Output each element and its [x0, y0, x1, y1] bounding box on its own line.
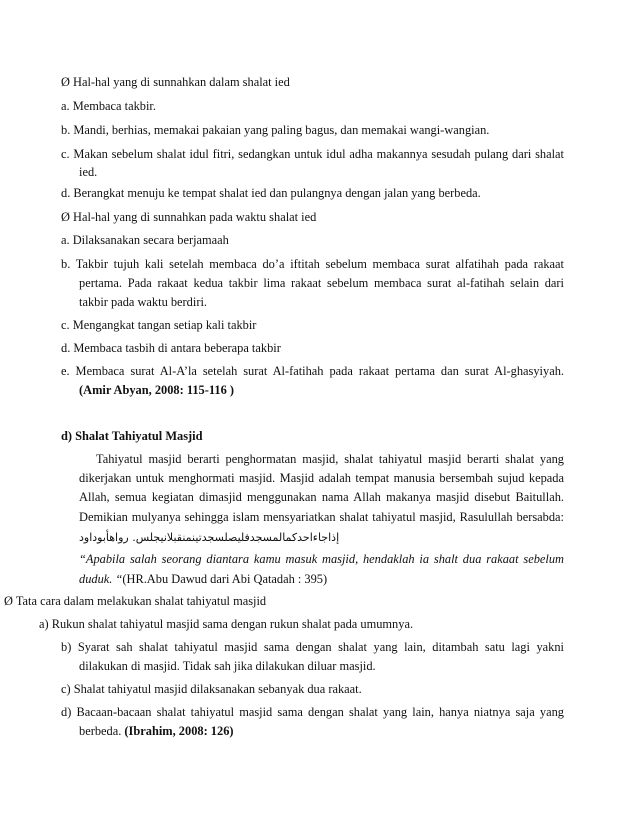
list-item: d. Berangkat menuju ke tempat shalat ied dan pulangnya dengan jalan yang berbeda. — [61, 186, 481, 200]
hadith-narrator: . رواهأبوداود — [79, 531, 136, 544]
list-item: c) Shalat tahiyatul masjid dilaksanakan sebanyak dua rakaat. — [61, 682, 362, 696]
heading-sunnah-waktu-ied: Ø Hal-hal yang di sunnahkan pada waktu shalat ied — [61, 210, 317, 224]
paragraph-line: Allah, semua kegiatan dimasjid menggunakan nama Allah makanya masjid disebut Baitullah. — [79, 490, 564, 504]
list-item: c. Mengangkat tangan setiap kali takbir — [61, 318, 257, 332]
paragraph-line: dikerjakan untuk menghormati masjid. Masjid adalah tempat manusia bersembah sujud kepada — [79, 471, 564, 485]
hadith-reference-line — [79, 571, 327, 587]
list-item: e. Membaca surat Al-A’la setelah surat Al-fatihah pada rakaat pertama dan surat Al-ghasyiyah. — [61, 364, 564, 378]
hadith-translation-end: duduk. “ — [79, 572, 123, 586]
section-heading-tahiyatul-masjid: d) Shalat Tahiyatul Masjid — [61, 429, 203, 443]
citation-ibrahim: (Ibrahim, 2008: 126) — [124, 724, 234, 738]
hadith-arabic-text — [79, 529, 340, 546]
list-item: a. Dilaksanakan secara berjamaah — [61, 233, 229, 247]
list-item: b. Takbir tujuh kali setelah membaca do’a iftitah sebelum membaca surat alfatihah pada rakaat — [61, 257, 564, 271]
hadith-reference: (HR.Abu Dawud dari Abi Qatadah : 395) — [122, 572, 328, 586]
list-item: d. Membaca tasbih di antara beberapa takbir — [61, 341, 281, 355]
list-item: b. Mandi, berhias, memakai pakaian yang paling bagus, dan memakai wangi-wangian. — [61, 123, 490, 137]
paragraph-line: Tahiyatul masjid berarti penghormatan masjid, shalat tahiyatul masjid berarti shalat yang — [96, 452, 564, 466]
paragraph-line: Demikian mulyanya sehingga islam mensyariatkan shalat tahiyatul masjid, Rasulullah bersabda: — [79, 510, 564, 524]
heading-sunnah-ied: Ø Hal-hal yang di sunnahkan dalam shalat ied — [61, 75, 290, 89]
heading-tata-cara: Ø Tata cara dalam melakukan shalat tahiyatul masjid — [4, 594, 267, 608]
citation-amir-abyan: (Amir Abyan, 2008: 115-116 ) — [79, 383, 235, 397]
list-item-text: berbeda. — [79, 724, 122, 738]
list-item-continuation: takbir pada waktu berdiri. — [79, 295, 207, 309]
list-item: a. Membaca takbir. — [61, 99, 156, 113]
hadith-translation: “Apabila salah seorang diantara kamu masuk masjid, hendaklah ia shalt dua rakaat sebelum — [79, 552, 564, 566]
list-item-continuation: ied. — [79, 165, 98, 179]
list-item: c. Makan sebelum shalat idul fitri, sedangkan untuk idul adha makannya sesudah pulang dari shalat — [61, 147, 564, 161]
list-item-continuation — [79, 723, 234, 739]
list-item: a) Rukun shalat tahiyatul masjid sama dengan rukun shalat pada umumnya. — [39, 617, 414, 631]
list-item-continuation: dilakukan di masjid. Tidak sah jika dilakukan diluar masjid. — [79, 659, 376, 673]
list-item-continuation: pertama. Pada rakaat kedua takbir lima rakaat sebelum membaca surat al-fatihah selain dari — [79, 276, 564, 290]
hadith-arabic: إذاجاءاحدكمالمسجدفليصلسجدتينمنقبلانيجلس — [135, 531, 340, 544]
list-item: b) Syarat sah shalat tahiyatul masjid sama dengan shalat yang lain, ditambah satu lagi yakni — [61, 640, 564, 654]
list-item: d) Bacaan-bacaan shalat tahiyatul masjid sama dengan shalat yang lain, hanya niatnya saja yang — [61, 705, 564, 719]
